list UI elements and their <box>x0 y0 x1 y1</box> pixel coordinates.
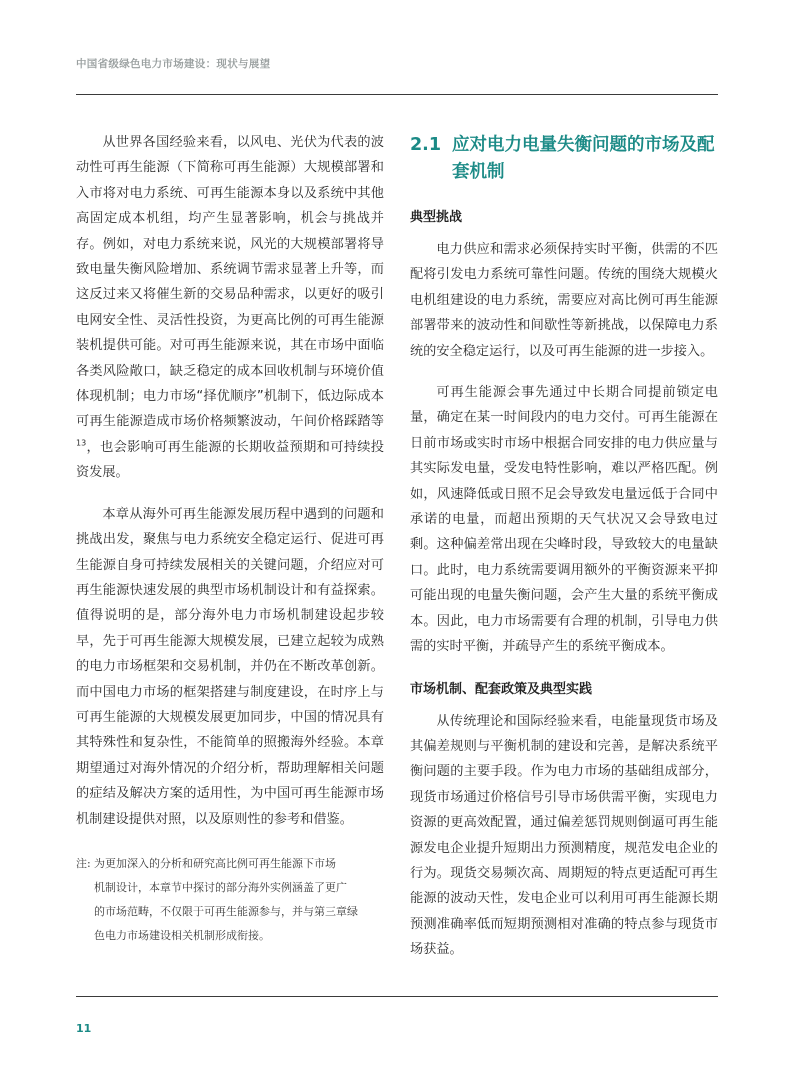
page-number: 11 <box>76 1022 92 1035</box>
intro-paragraph-2: 本章从海外可再生能源发展历程中遇到的问题和挑战出发，聚焦与电力系统安全稳定运行、促进可再生能源自身可持续发展相关的关键问题，介绍应对可再生能源快速发展的典型市场机制设计和有益探索。值得说明的是，部分海外电力市场机制建设起步较早，先于可再生能源大规模发展，已建立起较为成熟的电力市场框架和交易机制，并仍在不断改革创新。而中国电力市场的框架搭建与制度建设，在时序上与可再生能源的大规模发展更加同步，中国的情况具有其特殊性和复杂性，不能简单的照搬海外经验。本章期望通过对海外情况的介绍分析，帮助理解相关问题的症结及解决方案的适用性，为中国可再生能源市场机制建设提供对照，以及原则性的参考和借鉴。 <box>76 506 384 827</box>
left-column <box>76 130 384 948</box>
note-line-3: 的市场范畴，不仅限于可再生能源参与，并与第三章绿 <box>94 904 358 918</box>
note-line-1: 为更加深入的分析和研究高比例可再生能源下市场 <box>94 856 336 870</box>
intro-paragraph-1-text: 从世界各国经验来看，以风电、光伏为代表的波动性可再生能源（下简称可再生能源）大规模部署和入市将对电力系统、可再生能源本身以及系统中其他高固定成本机组，均产生显著影响，机会与挑战并存。例如，对电力系统来说，风光的大规模部署将导致电量失衡风险增加、系统调节需求显著上升等，而这反过来又将催生新的交易品种需求，以更好的吸引电网安全性、灵活性投资，为更高比例的可再生能源装机提供可能。对可再生能源来说，其在市场中面临各类风险敞口，缺乏稳定的成本回收机制与环境价值体现机制；电力市场“择优顺序”机制下，低边际成本可再生能源造成市场价格频繁波动，午间价格踩踏等 <box>76 135 384 430</box>
subheading-market-mechanisms: 市场机制、配套政策及典型实践 <box>410 681 593 697</box>
section-title: 应对电力电量失衡问题的市场及配套机制 <box>452 135 715 182</box>
challenge-paragraph-2: 可再生能源会事先通过中长期合同提前锁定电量，确定在某一时间段内的电力交付。可再生能源在日前市场或实时市场中根据合同安排的电力供应量与其实际发电量，受发电特性影响，难以严格匹配。例如，风速降低或日照不足会导致发电量远低于合同中承诺的电量，而超出预期的天气状况又会导致电过剩。这种偏差常出现在尖峰时段，导致较大的电量缺口。此时，电力系统需要调用额外的平衡资源来平抑可能出现的电量失衡问题，会产生大量的系统平衡成本。因此，电力市场需要有合理的机制，引导电力供需的实时平衡，并疏导产生的系统平衡成本。 <box>410 385 718 655</box>
footnote-ref-13[interactable]: 13 <box>76 438 87 448</box>
section-heading <box>410 132 718 186</box>
note-label: 注: <box>76 856 91 870</box>
footer-divider <box>76 996 718 997</box>
note-line-4: 色电力市场建设相关机制形成衔接。 <box>94 928 270 942</box>
right-column <box>410 130 718 963</box>
mechanism-paragraph-1: 从传统理论和国际经验来看，电能量现货市场及其偏差规则与平衡机制的建设和完善，是解决系统平衡问题的主要手段。作为电力市场的基础组成部分，现货市场通过价格信号引导市场供需平衡，实现电力资源的更高效配置，通过偏差惩罚规则倒逼可再生能源发电企业提升短期出力预测精度，规范发电企业的行为。现货交易频次高、周期短的特点更适配可再生能源的波动天性，发电企业可以利用可再生能源长期预测准确率低而短期预测相对准确的特点参与现货市场获益。 <box>410 713 718 958</box>
intro-paragraph-1 <box>76 130 384 486</box>
section-number: 2.1 <box>410 135 442 155</box>
subheading-typical-challenges: 典型挑战 <box>410 210 463 225</box>
running-header: 中国省级绿色电力市场建设：现状与展望 <box>76 58 271 70</box>
note-line-2: 机制设计，本章节中探讨的部分海外实例涵盖了更广 <box>94 880 347 894</box>
header-divider <box>76 94 718 95</box>
challenge-paragraph-1: 电力供应和需求必须保持实时平衡，供需的不匹配将引发电力系统可靠性问题。传统的围绕大规模火电机组建设的电力系统，需要应对高比例可再生能源部署带来的波动性和间歇性等新挑战，以保障电力系统的安全稳定运行，以及可再生能源的进一步接入。 <box>410 242 718 359</box>
intro-paragraph-1-tail: ，也会影响可再生能源的长期收益预期和可持续投资发展。 <box>76 439 384 481</box>
chapter-note <box>76 852 384 948</box>
